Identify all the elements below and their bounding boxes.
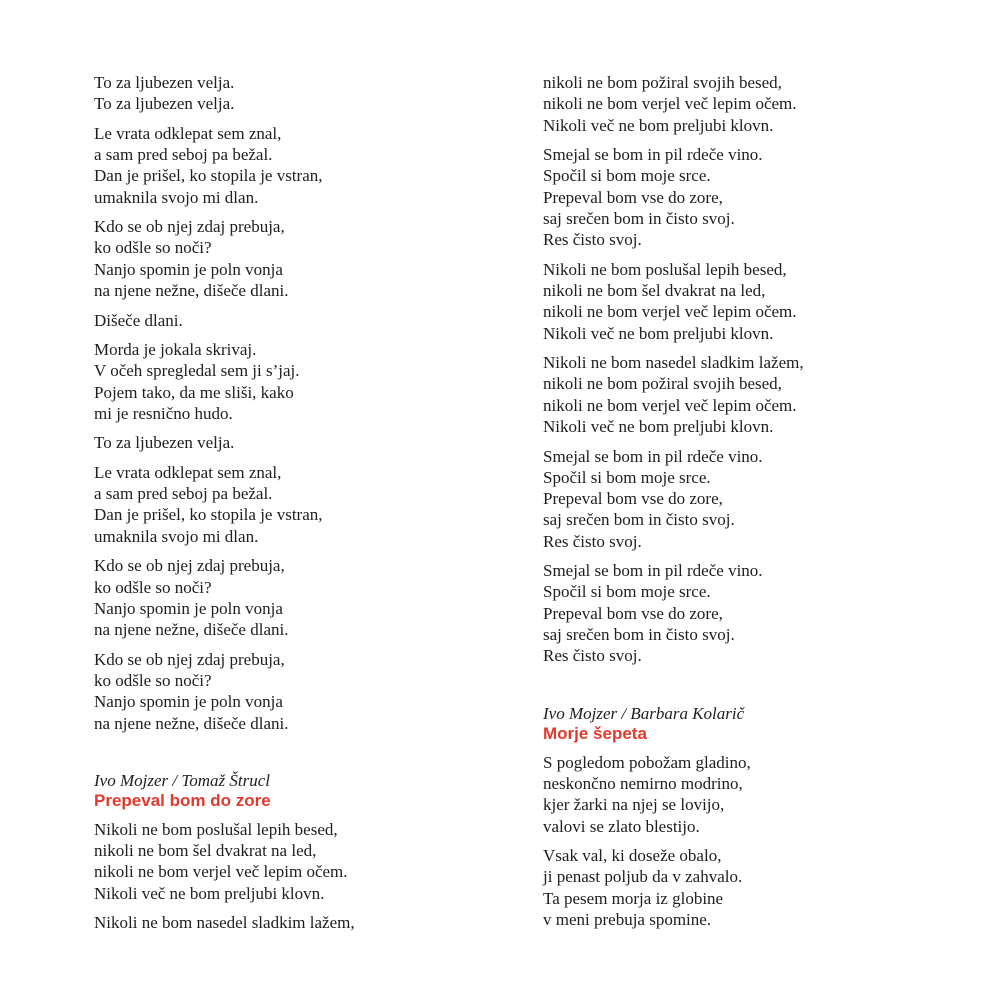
lyric-line: Res čisto svoj. <box>543 230 642 250</box>
song-header <box>543 703 943 744</box>
lyric-line: Kdo se ob njej zdaj prebuja, <box>94 556 285 576</box>
lyric-line: na njene nežne, dišeče dlani. <box>94 620 289 640</box>
stanza <box>543 352 943 437</box>
lyric-line: Res čisto svoj. <box>543 531 642 551</box>
lyric-line: umaknila svojo mi dlan. <box>94 526 259 546</box>
lyric-line: Smejal se bom in pil rdeče vino. <box>543 145 763 165</box>
lyric-line: Nikoli več ne bom preljubi klovn. <box>543 323 774 343</box>
lyric-line: nikoli ne bom požiral svojih besed, <box>543 73 782 92</box>
lyric-line: nikoli ne bom šel dvakrat na led, <box>543 281 766 301</box>
stanza <box>94 432 494 453</box>
stanza <box>94 123 494 208</box>
lyric-line: saj srečen bom in čisto svoj. <box>543 208 735 228</box>
lyric-line: a sam pred seboj pa bežal. <box>94 145 273 165</box>
stanza <box>543 845 943 930</box>
lyric-line: To za ljubezen velja. <box>94 94 235 114</box>
lyric-line: Kdo se ob njej zdaj prebuja, <box>94 649 285 669</box>
stanza <box>543 446 943 552</box>
lyric-line: nikoli ne bom verjel več lepim očem. <box>543 94 797 114</box>
lyric-line: Spočil si bom moje srce. <box>543 166 711 186</box>
song-credits: Ivo Mojzer / Barbara Kolarič <box>543 703 745 723</box>
lyric-line: Ta pesem morja iz globine <box>543 888 724 908</box>
lyric-line: Le vrata odklepat sem znal, <box>94 123 282 143</box>
lyric-line: ko odšle so noči? <box>94 238 212 258</box>
stanza <box>543 560 943 666</box>
stanza <box>94 462 494 547</box>
lyric-line: Nanjo spomin je poln vonja <box>94 692 283 712</box>
lyric-line: Prepeval bom vse do zore, <box>543 603 723 623</box>
stanza <box>94 339 494 424</box>
lyric-line: To za ljubezen velja. <box>94 73 235 92</box>
lyric-line: ji penast poljub da v zahvalo. <box>543 867 743 887</box>
lyric-line: Nanjo spomin je poln vonja <box>94 598 283 618</box>
lyric-line: nikoli ne bom šel dvakrat na led, <box>94 841 317 861</box>
lyric-line: Spočil si bom moje srce. <box>543 582 711 602</box>
right-column <box>543 72 943 938</box>
lyric-line: Vsak val, ki doseže obalo, <box>543 846 722 866</box>
lyric-line: umaknila svojo mi dlan. <box>94 187 259 207</box>
lyric-line: Nikoli ne bom nasedel sladkim lažem, <box>543 353 804 373</box>
lyric-line: mi je resnično hudo. <box>94 403 233 423</box>
stanza <box>543 144 943 250</box>
lyric-line: nikoli ne bom verjel več lepim očem. <box>94 862 348 882</box>
lyric-line: To za ljubezen velja. <box>94 433 235 453</box>
lyric-line: Dan je prišel, ko stopila je vstran, <box>94 505 323 525</box>
lyric-line: Prepeval bom vse do zore, <box>543 187 723 207</box>
stanza <box>94 216 494 301</box>
lyric-line: Smejal se bom in pil rdeče vino. <box>543 446 763 466</box>
lyric-line: nikoli ne bom verjel več lepim očem. <box>543 302 797 322</box>
lyric-line: saj srečen bom in čisto svoj. <box>543 625 735 645</box>
lyric-line: Res čisto svoj. <box>543 646 642 666</box>
left-column <box>94 72 494 942</box>
lyric-line: v meni prebuja spomine. <box>543 909 712 929</box>
stanza <box>543 72 943 136</box>
lyric-line: Smejal se bom in pil rdeče vino. <box>543 561 763 581</box>
song-title: Prepeval bom do zore <box>94 790 271 810</box>
lyric-line: Nikoli ne bom poslušal lepih besed, <box>94 819 338 839</box>
lyric-line: valovi se zlato blestijo. <box>543 816 700 836</box>
lyric-line: Dišeče dlani. <box>94 310 183 330</box>
lyric-line: neskončno nemirno modrino, <box>543 773 743 793</box>
lyric-line: Spočil si bom moje srce. <box>543 467 711 487</box>
lyric-line: Prepeval bom vse do zore, <box>543 489 723 509</box>
stanza <box>543 752 943 837</box>
lyric-line: ko odšle so noči? <box>94 577 212 597</box>
lyric-line: Le vrata odklepat sem znal, <box>94 462 282 482</box>
lyric-line: V očeh spregledal sem ji s’jaj. <box>94 361 300 381</box>
song-title: Morje šepeta <box>543 723 647 743</box>
stanza <box>94 912 494 933</box>
lyric-line: nikoli ne bom požiral svojih besed, <box>543 374 782 394</box>
lyric-line: Nikoli več ne bom preljubi klovn. <box>543 417 774 437</box>
lyric-line: ko odšle so noči? <box>94 670 212 690</box>
lyric-line: kjer žarki na njej se lovijo, <box>543 795 725 815</box>
stanza <box>94 819 494 904</box>
lyric-line: a sam pred seboj pa bežal. <box>94 484 273 504</box>
lyric-line: Nikoli ne bom poslušal lepih besed, <box>543 259 787 279</box>
lyric-line: na njene nežne, dišeče dlani. <box>94 281 289 301</box>
lyric-line: S pogledom pobožam gladino, <box>543 752 751 772</box>
stanza <box>94 649 494 734</box>
song-header <box>94 770 494 811</box>
stanza <box>543 259 943 344</box>
lyric-line: Pojem tako, da me sliši, kako <box>94 382 294 402</box>
stanza <box>94 310 494 331</box>
lyric-line: saj srečen bom in čisto svoj. <box>543 510 735 530</box>
stanza <box>94 555 494 640</box>
lyric-line: Nikoli več ne bom preljubi klovn. <box>543 115 774 135</box>
lyric-line: Nikoli ne bom nasedel sladkim lažem, <box>94 913 355 933</box>
lyric-line: Kdo se ob njej zdaj prebuja, <box>94 217 285 237</box>
song-credits: Ivo Mojzer / Tomaž Štrucl <box>94 770 270 790</box>
lyric-line: na njene nežne, dišeče dlani. <box>94 713 289 733</box>
lyric-line: Dan je prišel, ko stopila je vstran, <box>94 166 323 186</box>
stanza <box>94 72 494 115</box>
lyric-line: Morda je jokala skrivaj. <box>94 340 257 360</box>
lyric-line: nikoli ne bom verjel več lepim očem. <box>543 395 797 415</box>
lyric-line: Nikoli več ne bom preljubi klovn. <box>94 883 325 903</box>
lyric-line: Nanjo spomin je poln vonja <box>94 259 283 279</box>
